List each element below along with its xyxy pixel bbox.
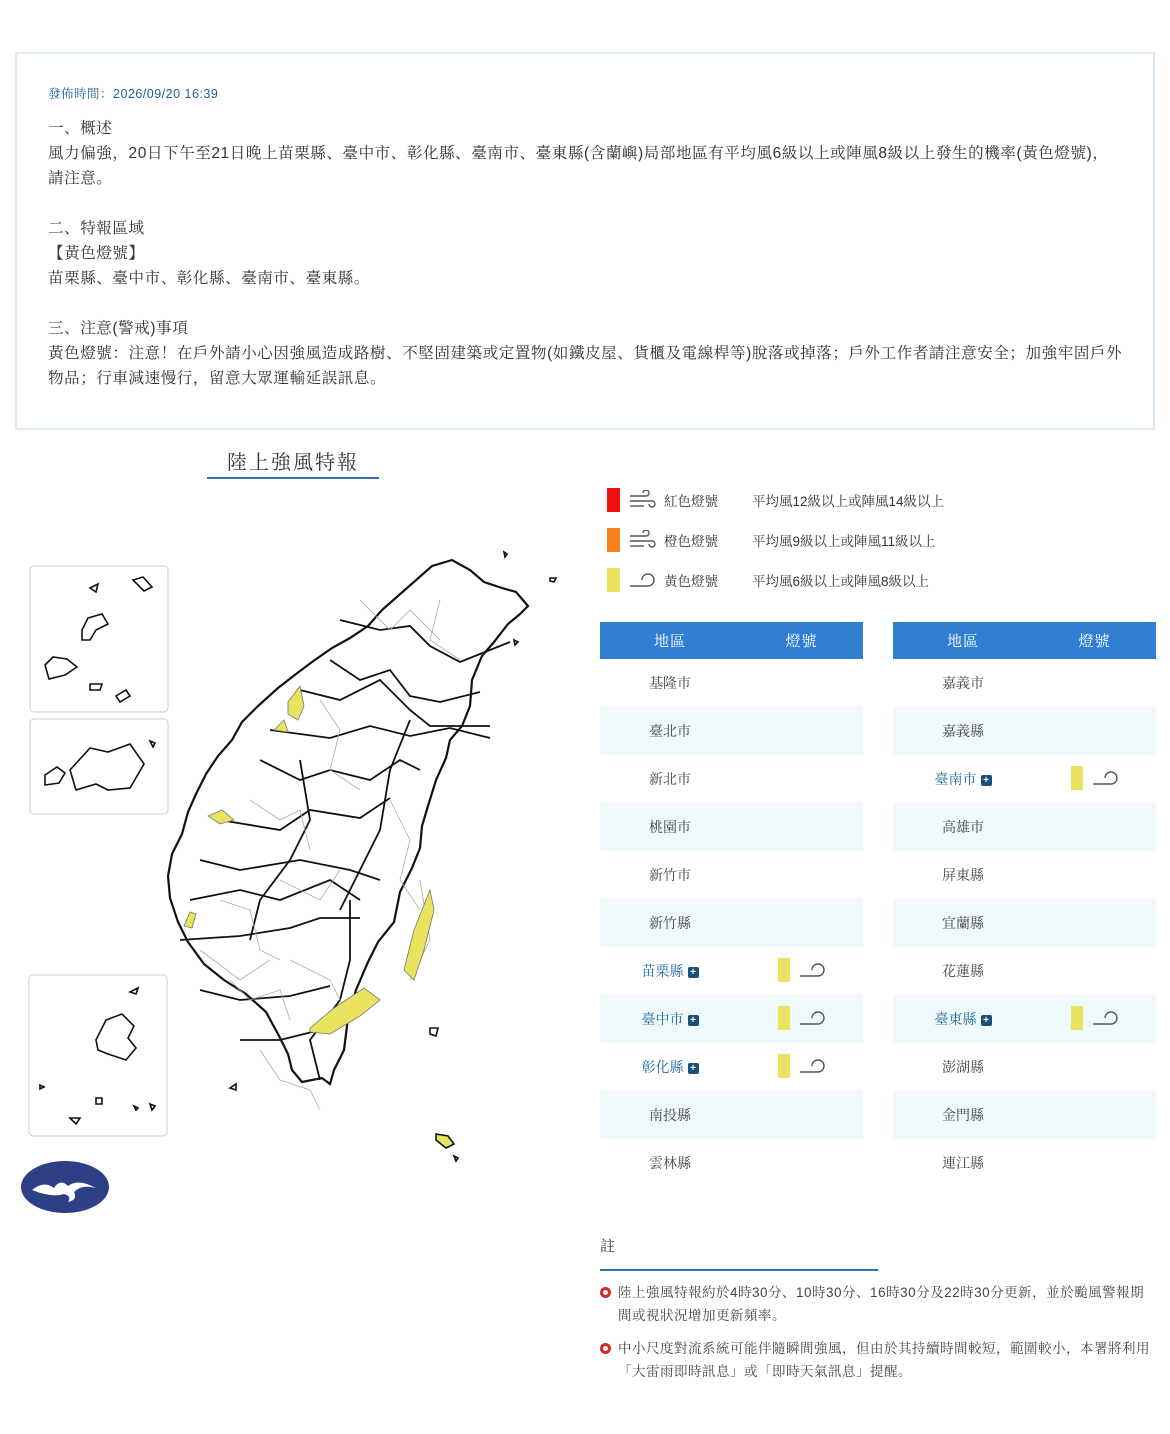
legend-orange-name: 橙色燈號 [664, 534, 718, 549]
area-name: 花蓮縣 [942, 963, 984, 979]
wind-icon [798, 1056, 826, 1076]
yellow-signal [778, 958, 826, 982]
area-name: 基隆市 [649, 675, 691, 691]
taiwan-wind-map [0, 490, 590, 1220]
signal-cell [1033, 755, 1156, 803]
table-row [600, 659, 863, 707]
signal-cell [1033, 1139, 1156, 1187]
area-name: 南投縣 [649, 1107, 691, 1123]
area-cell [893, 1043, 1033, 1091]
wind-icon [1091, 1008, 1119, 1028]
cwa-logo [20, 1160, 110, 1214]
yellow-swatch [1071, 766, 1083, 790]
legend-red-desc: 平均風12級以上或陣風14級以上 [752, 494, 945, 509]
area-cell [893, 947, 1033, 995]
table-row [893, 659, 1156, 707]
area-cell [893, 1139, 1033, 1187]
note-item [600, 1337, 1150, 1383]
map-title: 陸上強風特報 [207, 450, 379, 479]
section-caution-body: 黃色燈號：注意！在戶外請小心因強風造成路樹、不堅固建築或定置物(如鐵皮屋、貨櫃及電線桿等)脫落或掉落；戶外工作者請注意安全；加強牢固戶外物品；行車減速慢行，留意大眾運輸延誤訊息。 [48, 345, 1123, 387]
yellow-swatch [778, 1006, 790, 1030]
area-name: 金門縣 [942, 1107, 984, 1123]
table-row [600, 1139, 863, 1187]
area-cell [600, 1139, 740, 1187]
signal-cell [1033, 1043, 1156, 1091]
wind-icon [628, 570, 656, 590]
section-area-title: 二、特報區域 [48, 220, 145, 237]
signal-cell [740, 1043, 863, 1091]
bullet-icon [600, 1287, 611, 1298]
note-text: 陸上強風特報約於4時30分、10時30分、16時30分及22時30分更新，並於颱風警報期間或視狀況增加更新頻率。 [618, 1285, 1145, 1323]
area-name: 屏東縣 [942, 867, 984, 883]
legend-yellow-swatch [607, 568, 620, 592]
section-overview-body: 風力偏強，20日下午至21日晚上苗栗縣、臺中市、彰化縣、臺南市、臺東縣(含蘭嶼)局部地區有平均風6級以上或陣風8級以上發生的機率(黃色燈號)，請注意。 [48, 145, 1109, 187]
signal-cell [740, 851, 863, 899]
area-cell [893, 899, 1033, 947]
table-row [893, 947, 1156, 995]
expand-plus-icon[interactable]: + [981, 775, 992, 786]
yellow-swatch [778, 1054, 790, 1078]
table-row [600, 1043, 863, 1091]
legend-red-swatch [607, 488, 620, 512]
area-cell[interactable] [893, 755, 1033, 803]
area-cell [893, 707, 1033, 755]
area-name[interactable]: 苗栗縣 [641, 963, 684, 979]
area-cell [600, 755, 740, 803]
section-caution-title: 三、注意(警戒)事項 [48, 320, 189, 337]
col-area-header: 地區 [893, 622, 1033, 659]
warn-patch-lanyu [436, 1134, 454, 1148]
section-area-body: 苗栗縣、臺中市、彰化縣、臺南市、臺東縣。 [48, 270, 371, 287]
table-row [600, 755, 863, 803]
area-name: 嘉義縣 [942, 723, 984, 739]
signal-cell [740, 707, 863, 755]
expand-plus-icon[interactable]: + [688, 967, 699, 978]
col-signal-header: 燈號 [740, 622, 863, 659]
section-area-level: 【黃色燈號】 [48, 245, 145, 262]
legend-orange [607, 527, 936, 553]
strong-wind-icon [628, 490, 656, 510]
area-cell [600, 1091, 740, 1139]
yellow-signal [778, 1054, 826, 1078]
expand-plus-icon[interactable]: + [688, 1015, 699, 1026]
expand-plus-icon[interactable]: + [981, 1015, 992, 1026]
table-row [600, 851, 863, 899]
area-cell[interactable] [600, 947, 740, 995]
area-name: 新竹市 [649, 867, 691, 883]
table-row [893, 755, 1156, 803]
legend-orange-swatch [607, 528, 620, 552]
table-row [893, 1091, 1156, 1139]
table-row [600, 995, 863, 1043]
area-cell[interactable] [600, 995, 740, 1043]
table-row [893, 851, 1156, 899]
area-name: 新北市 [649, 771, 691, 787]
signal-cell [740, 995, 863, 1043]
yellow-signal [1071, 1006, 1119, 1030]
area-cell[interactable] [600, 1043, 740, 1091]
area-cell [600, 803, 740, 851]
legend-yellow [607, 567, 929, 593]
wind-icon [798, 1008, 826, 1028]
area-name: 雲林縣 [649, 1155, 691, 1171]
table-row [600, 707, 863, 755]
area-name: 高雄市 [942, 819, 984, 835]
legend-yellow-name: 黃色燈號 [664, 574, 718, 589]
legend-red-name: 紅色燈號 [664, 494, 718, 509]
yellow-signal [1071, 766, 1119, 790]
table-row [893, 707, 1156, 755]
wind-icon [1091, 768, 1119, 788]
area-name: 臺北市 [649, 723, 691, 739]
signal-cell [1033, 899, 1156, 947]
table-row [600, 899, 863, 947]
area-cell [600, 707, 740, 755]
yellow-signal [778, 1006, 826, 1030]
yellow-swatch [1071, 1006, 1083, 1030]
signal-cell [740, 1139, 863, 1187]
legend-yellow-desc: 平均風6級以上或陣風8級以上 [752, 574, 930, 589]
signal-cell [1033, 659, 1156, 707]
area-name: 桃園市 [649, 819, 691, 835]
area-name: 澎湖縣 [942, 1059, 984, 1075]
table-row [893, 1043, 1156, 1091]
signal-cell [1033, 947, 1156, 995]
table-row [893, 803, 1156, 851]
signal-cell [1033, 1091, 1156, 1139]
table-row [893, 899, 1156, 947]
col-signal-header: 燈號 [1033, 622, 1156, 659]
bullet-icon [600, 1343, 611, 1354]
area-name: 宜蘭縣 [942, 915, 984, 931]
area-cell [893, 803, 1033, 851]
area-table-right [893, 622, 1156, 1187]
wind-icon [798, 960, 826, 980]
signal-cell [740, 755, 863, 803]
legend-orange-desc: 平均風9級以上或陣風11級以上 [752, 534, 936, 549]
signal-cell [740, 1091, 863, 1139]
notes-title: 註 [600, 1236, 878, 1271]
area-name: 連江縣 [942, 1155, 984, 1171]
table-row [893, 995, 1156, 1043]
inset-matsu [29, 975, 167, 1136]
area-cell [893, 1091, 1033, 1139]
area-cell [893, 851, 1033, 899]
area-cell [600, 659, 740, 707]
signal-cell [740, 659, 863, 707]
area-name: 嘉義市 [942, 675, 984, 691]
yellow-swatch [778, 958, 790, 982]
table-row [893, 1139, 1156, 1187]
notice-box [15, 52, 1155, 430]
legend-red [607, 487, 944, 513]
area-cell [600, 899, 740, 947]
area-name[interactable]: 彰化縣 [641, 1059, 684, 1075]
signal-cell [1033, 995, 1156, 1043]
area-name[interactable]: 臺中市 [641, 1011, 684, 1027]
table-row [600, 803, 863, 851]
signal-cell [1033, 803, 1156, 851]
issue-time: 發佈時間：2026/09/20 16:39 [48, 87, 219, 101]
note-item [600, 1281, 1150, 1327]
expand-plus-icon[interactable]: + [688, 1063, 699, 1074]
signal-cell [740, 947, 863, 995]
signal-cell [740, 899, 863, 947]
signal-cell [1033, 851, 1156, 899]
strong-wind-icon [628, 530, 656, 550]
table-row [600, 947, 863, 995]
area-cell [600, 851, 740, 899]
col-area-header: 地區 [600, 622, 740, 659]
area-table-left [600, 622, 863, 1187]
table-row [600, 1091, 863, 1139]
area-cell[interactable] [893, 995, 1033, 1043]
signal-cell [740, 803, 863, 851]
area-name[interactable]: 臺南市 [934, 771, 977, 787]
area-name[interactable]: 臺東縣 [934, 1011, 977, 1027]
section-overview-title: 一、概述 [48, 120, 113, 137]
area-cell [893, 659, 1033, 707]
signal-cell [1033, 707, 1156, 755]
note-text: 中小尺度對流系統可能伴隨瞬間強風，但由於其持續時間較短，範圍較小，本署將利用「大雷雨即時訊息」或「即時天氣訊息」提醒。 [618, 1341, 1150, 1379]
area-name: 新竹縣 [649, 915, 691, 931]
